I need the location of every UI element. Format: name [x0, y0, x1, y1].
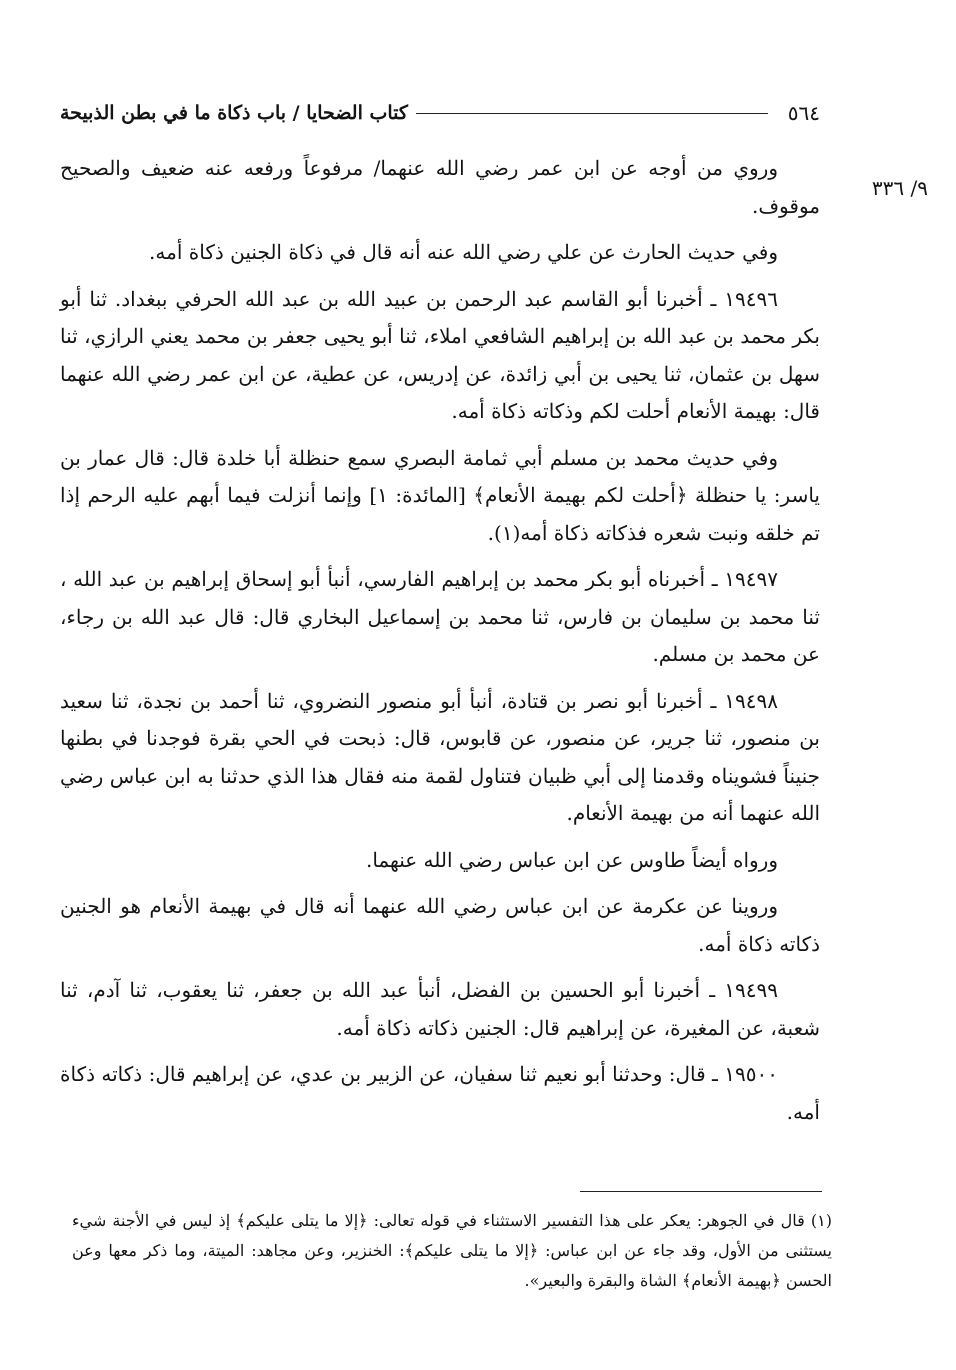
running-title: كتاب الضحايا / باب ذكاة ما في بطن الذبيحة — [60, 102, 408, 124]
hadith-paragraph: ١٩٤٩٧ ـ أخبرناه أبو بكر محمد بن إبراهيم الفارسي، أنبأ أبو إسحاق إبراهيم بن عبد الله ، ثنا محمد بن سليمان بن فارس، ثنا محمد بن إسماعيل البخاري قال: قال عبد الله بن رجاء، عن محمد بن مسلم. — [60, 567, 820, 666]
paragraph: وروي من أوجه عن ابن عمر رضي الله عنهما/ مرفوعاً ورفعه عنه ضعيف والصحيح موقوف. — [60, 156, 820, 218]
page-header — [60, 96, 820, 130]
paragraph: ورواه أيضاً طاوس عن ابن عباس رضي الله عنهما. — [365, 847, 778, 872]
hadith-paragraph: ١٩٤٩٦ ـ أخبرنا أبو القاسم عبد الرحمن بن عبيد الله بن عبد الله الحرفي ببغداد. ثنا أبو بكر محمد بن عبد الله بن إبراهيم الشافعي املاء، ثنا أبو يحيى جعفر بن محمد يعني الرازي، ثنا سهل بن عثمان، ثنا يحيى بن أبي زائدة، عن إدريس، عن عطية، عن ابن عمر رضي الله عنهما قال: بهيمة الأنعام أحلت لكم وذكاته ذكاة أمه. — [60, 286, 820, 423]
footnote — [72, 1206, 832, 1296]
hadith-paragraph: ١٩٤٩٨ ـ أخبرنا أبو نصر بن قتادة، أنبأ أبو منصور النضروي، ثنا أحمد بن نجدة، ثنا سعيد بن منصور، ثنا جرير، عن منصور، عن قابوس، قال: ذبحت في الحي بقرة فوجدنا في بطنها جنيناً فشويناه وقدمنا إلى أبي ظبيان فتناول لقمة منه فقال هذا الذي حدثنا به ابن عباس رضي الله عنهما أنه من بهيمة الأنعام. — [60, 688, 820, 825]
header-rule — [416, 113, 768, 114]
page-number: ٥٦٤ — [787, 101, 820, 125]
paragraph: وفي حديث الحارث عن علي رضي الله عنه أنه قال في ذكاة الجنين ذكاة أمه. — [149, 240, 778, 264]
margin-reference: ٩/ ٣٣٦ — [871, 176, 928, 200]
hadith-paragraph: ١٩٥٠٠ ـ قال: وحدثنا أبو نعيم ثنا سفيان، عن الزبير بن عدي، عن إبراهيم قال: ذكاته ذكاة أمه. — [60, 1062, 820, 1124]
paragraph: وفي حديث محمد بن مسلم أبي ثمامة البصري سمع حنظلة أبا خلدة قال: قال عمار بن ياسر: يا حنظلة ﴿أحلت لكم بهيمة الأنعام﴾ [المائدة: ١] وإنما أنزلت فيما أبهم عليه الرحم إذا تم خلقه ونبت شعره فذكاته ذكاة أمه(١). — [60, 445, 821, 545]
footnote-text: (١) قال في الجوهر: يعكر على هذا التفسير الاستثناء في قوله تعالى: ﴿إلا ما يتلى عليكم﴾ إذ ليس في الأجنة شيء يستثنى من الأول، وقد جاء عن ابن عباس: ﴿إلا ما يتلى عليكم﴾: الخنزير، وعن مجاهد: الميتة، وما ذكر معها وعن الحسن ﴿بهيمة الأنعام﴾ الشاة والبقرة والبعير». — [72, 1211, 832, 1290]
paragraph: وروينا عن عكرمة عن ابن عباس رضي الله عنهما أنه قال في بهيمة الأنعام هو الجنين ذكاته ذكاة أمه. — [60, 894, 820, 956]
hadith-paragraph: ١٩٤٩٩ ـ أخبرنا أبو الحسين بن الفضل، أنبأ عبد الله بن جعفر، ثنا يعقوب، ثنا آدم، ثنا شعبة، عن المغيرة، عن إبراهيم قال: الجنين ذكاته ذكاة أمه. — [60, 978, 820, 1040]
footnote-separator — [580, 1191, 822, 1192]
main-text — [60, 150, 820, 1140]
